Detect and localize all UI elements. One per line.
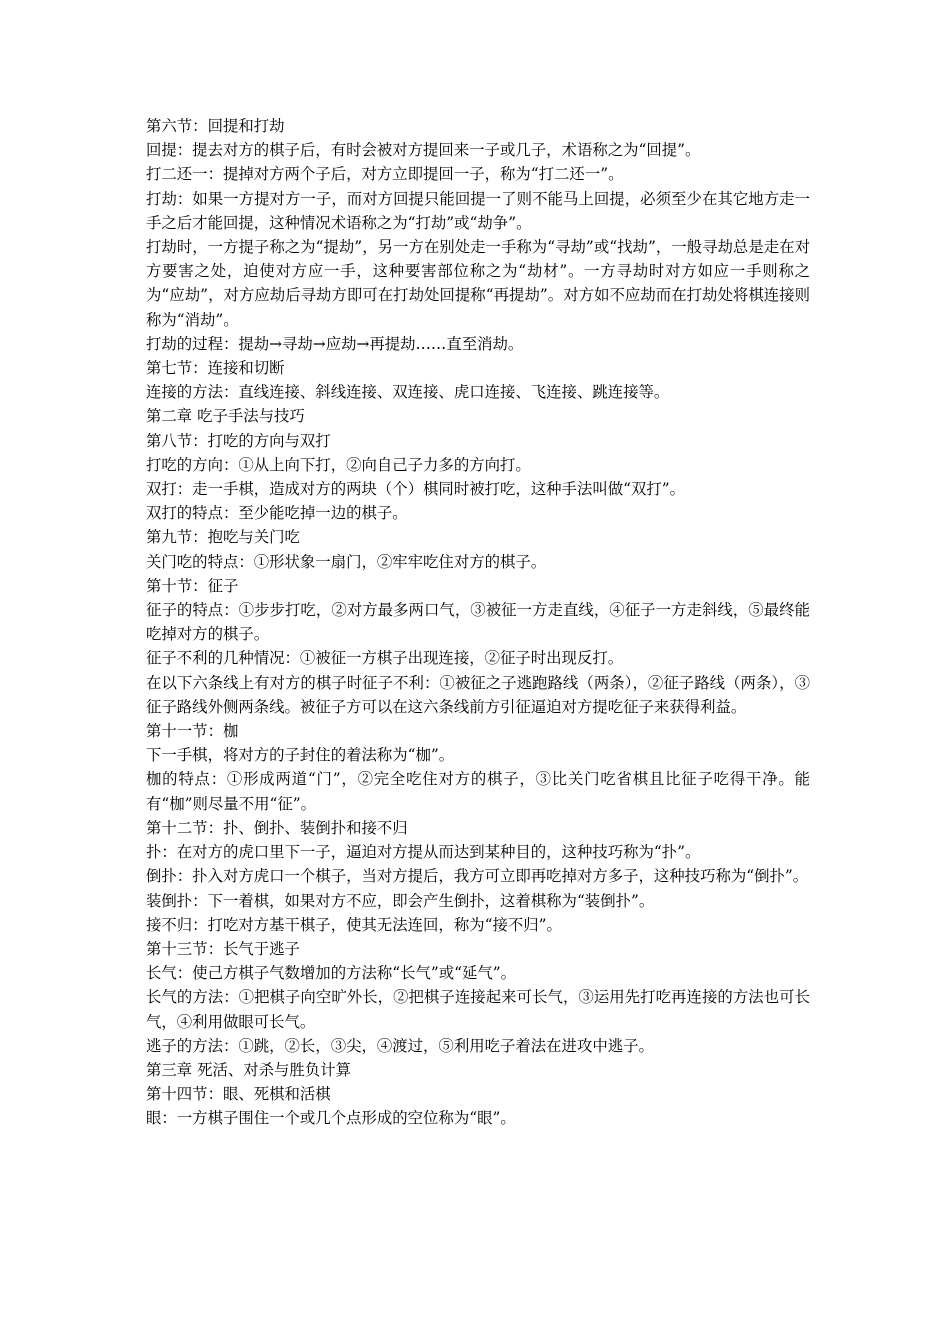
section-heading: 第九节：抱吃与关门吃 — [146, 528, 300, 547]
paragraph: 双打的特点：至少能吃掉一边的棋子。 — [146, 504, 408, 523]
section-heading: 第十三节：长气于逃子 — [146, 939, 300, 958]
paragraph: 枷的特点：①形成两道“门”，②完全吃住对方的棋子，③比关门吃省棋且比征子吃得干净。能有“枷”则尽量不用“征”。 — [146, 770, 810, 813]
paragraph: 长气的方法：①把棋子向空旷外长，②把棋子连接起来可长气，③运用先打吃再连接的方法也可长气，④利用做眼可长气。 — [146, 988, 810, 1031]
paragraph: 逃子的方法：①跳，②长，③尖，④渡过，⑤利用吃子着法在进攻中逃子。 — [146, 1036, 654, 1055]
paragraph: 眼：一方棋子围住一个或几个点形成的空位称为“眼”。 — [146, 1109, 516, 1128]
paragraph: 下一手棋，将对方的子封住的着法称为“枷”。 — [146, 746, 455, 765]
section-heading: 第七节：连接和切断 — [146, 359, 285, 378]
paragraph: 双打：走一手棋，造成对方的两块（个）棋同时被打吃，这种手法叫做“双打”。 — [146, 480, 686, 499]
document-page — [146, 114, 810, 1131]
paragraph: 打劫：如果一方提对方一子，而对方回提只能回提一了则不能马上回提，必须至少在其它地方走一手之后才能回提，这种情况术语称之为“打劫”或“劫争”。 — [146, 189, 810, 232]
chapter-heading: 第三章 死活、对杀与胜负计算 — [146, 1060, 351, 1079]
paragraph: 打二还一：提掉对方两个子后，对方立即提回一子，称为“打二还一”。 — [146, 165, 624, 184]
paragraph: 接不归：打吃对方基干棋子，使其无法连回，称为“接不归”。 — [146, 915, 562, 934]
paragraph: 回提：提去对方的棋子后，有时会被对方提回来一子或几子，术语称之为“回提”。 — [146, 141, 701, 160]
paragraph: 打劫的过程：提劫→寻劫→应劫→再提劫……直至消劫。 — [146, 334, 524, 353]
paragraph: 征子的特点：①步步打吃，②对方最多两口气，③被征一方走直线，④征子一方走斜线，⑤最终能吃掉对方的棋子。 — [146, 601, 810, 644]
paragraph: 关门吃的特点：①形状象一扇门，②牢牢吃住对方的棋子。 — [146, 552, 547, 571]
section-heading: 第十四节：眼、死棋和活棋 — [146, 1085, 331, 1104]
paragraph: 在以下六条线上有对方的棋子时征子不利：①被征之子逃跑路线（两条），②征子路线（两条），③征子路线外侧两条线。被征子方可以在这六条线前方引征逼迫对方提吃征子来获得利益。 — [146, 673, 810, 716]
chapter-heading: 第二章 吃子手法与技巧 — [146, 407, 305, 426]
paragraph: 打劫时，一方提子称之为“提劫”，另一方在别处走一手称为“寻劫”或“找劫”，一般寻劫总是走在对方要害之处，迫使对方应一手，这种要害部位称之为“劫材”。一方寻劫时对方如应一手则称之为“应劫”，对方应劫后寻劫方即可在打劫处回提称“再提劫”。对方如不应劫而在打劫处将棋连接则称为“消劫”。 — [146, 238, 810, 329]
paragraph: 装倒扑：下一着棋，如果对方不应，即会产生倒扑，这着棋称为“装倒扑”。 — [146, 891, 655, 910]
section-heading: 第十节：征子 — [146, 576, 239, 595]
paragraph: 连接的方法：直线连接、斜线连接、双连接、虎口连接、飞连接、跳连接等。 — [146, 383, 670, 402]
section-heading: 第十二节：扑、倒扑、装倒扑和接不归 — [146, 818, 408, 837]
paragraph: 扑：在对方的虎口里下一子，逼迫对方提从而达到某种目的，这种技巧称为“扑”。 — [146, 843, 701, 862]
section-heading: 第十一节：枷 — [146, 722, 239, 741]
paragraph: 打吃的方向：①从上向下打，②向自己子力多的方向打。 — [146, 455, 531, 474]
paragraph: 征子不利的几种情况：①被征一方棋子出现连接，②征子时出现反打。 — [146, 649, 624, 668]
section-heading: 第六节：回提和打劫 — [146, 117, 285, 135]
paragraph: 倒扑：扑入对方虎口一个棋子，当对方提后，我方可立即再吃掉对方多子，这种技巧称为“倒扑”。 — [146, 867, 809, 886]
paragraph: 长气：使己方棋子气数增加的方法称“长气”或“延气”。 — [146, 964, 517, 983]
section-heading: 第八节：打吃的方向与双打 — [146, 431, 331, 450]
